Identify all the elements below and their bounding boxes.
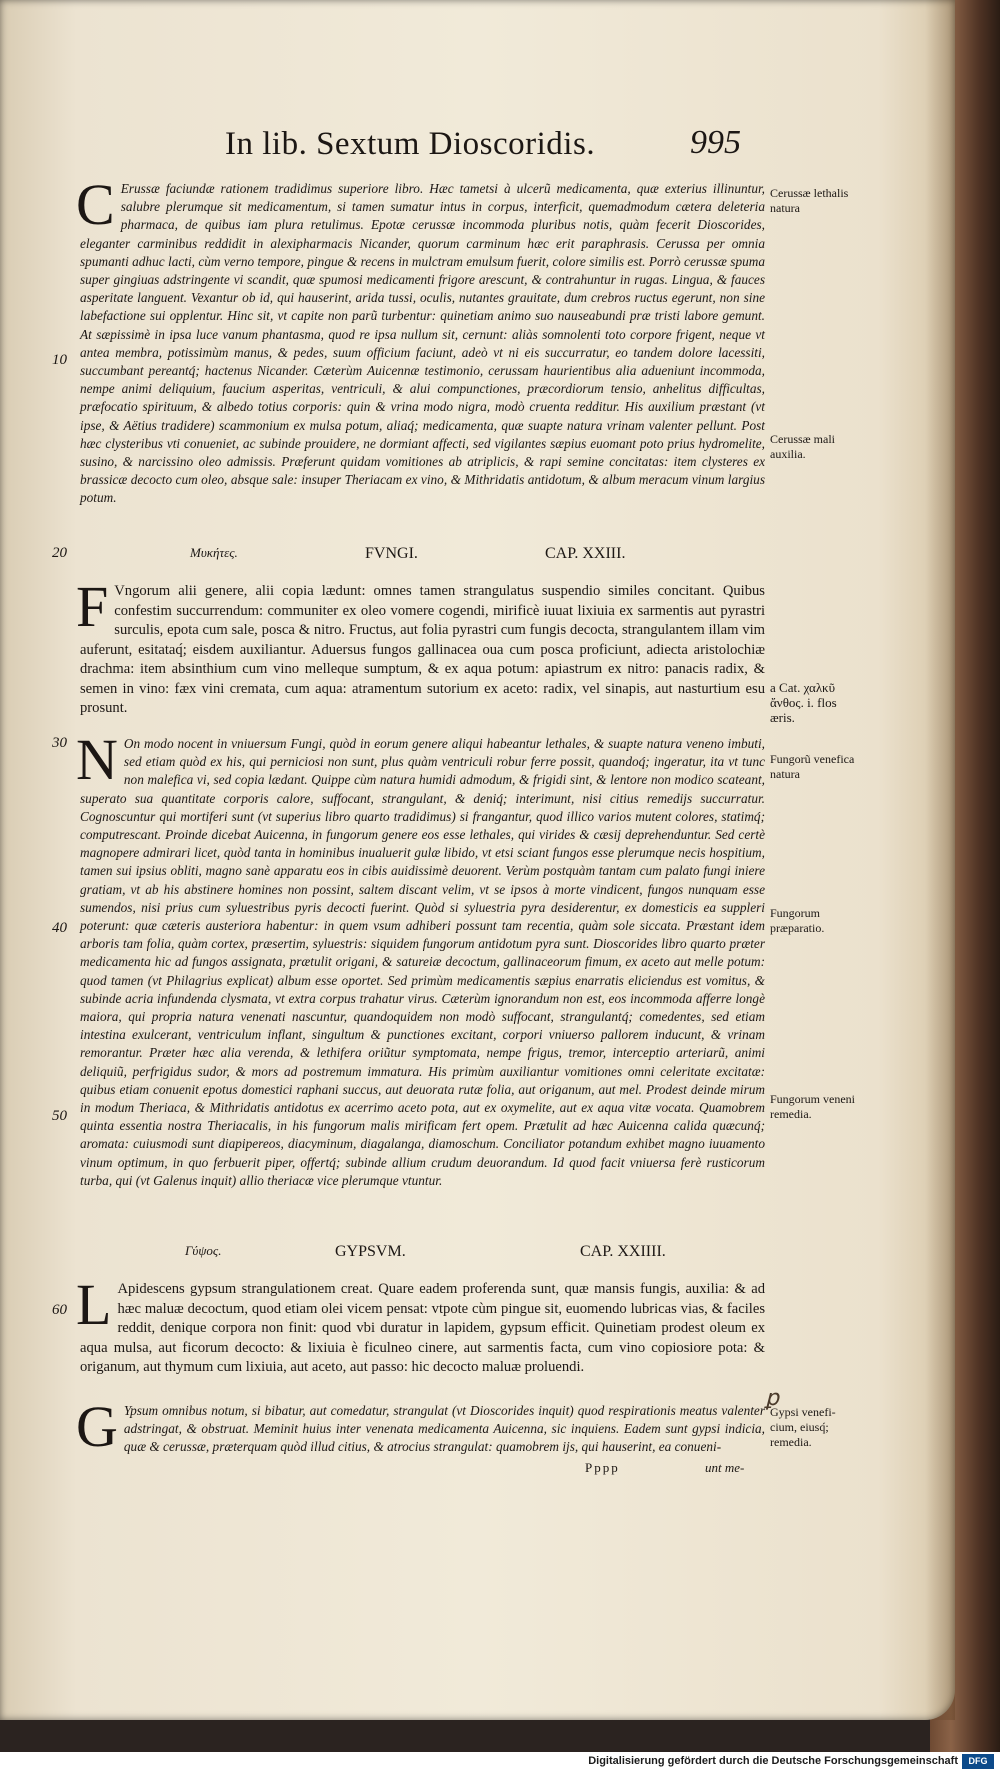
line-number: 30 [52,735,67,751]
margin-note: Fungorum veneni remedia. [770,1092,855,1121]
footer-credit: Digitalisierung gefördert durch die Deutsche Forschungsgemeinschaft [588,1755,958,1767]
line-number: 20 [52,545,67,561]
drop-capital: L [76,1272,112,1337]
printer-signature: Pppp [585,1460,620,1475]
running-head: In lib. Sextum Dioscoridis. [225,126,596,162]
margin-note: Cerussæ lethalis natura [770,186,849,215]
drop-capital: N [76,727,118,792]
line-number: 50 [52,1108,67,1124]
paragraph-text: Ypsum omnibus notum, si bibatur, aut comedatur, strangulat (vt Dioscorides inquit) quod respirationis meatus valenter adstringat, & obstruat. Meminit huius inter venenata medicamenta Auicenna, sic inquiens. Eadem sunt gypsi indicia, quæ & cerussæ, præterquam quòd illud citius, & atrocius strangulat: quamobrem ijs, qui hauserint, ea conueni- [123,1403,765,1455]
gypsum-commentary [76,1394,765,1459]
line-number: 10 [52,352,67,368]
chapter-number: CAP. XXIII. [545,545,626,562]
drop-capital: F [76,574,109,639]
page-edge-shade [925,0,955,1720]
greek-title: Μυκήτες. [190,545,238,560]
greek-title: Γύψος. [185,1243,222,1258]
gypsum-paragraph [76,1272,765,1398]
margin-note: Cerussæ mali auxilia. [770,432,835,461]
page-number: 995 [690,124,741,161]
paragraph-text: Apidescens gypsum strangulationem creat. Quare eadem proferenda sunt, quæ mansis fungis, auxilia: & ad hæc maluæ decoctum, quod etiam olei vicem pensat: vtpote cùm pingue sit, euomendo lubricas vias, & faciles reddit, denique corpora non finit: quod vbi duratur in lapidem, gypsum efficit. Quinetiam prodest oleum ex aqua mulsa, aut ficorum decocto: & lixiuia è ficulneo cinere, aut sarmentis facta, cum vino copiosiore pota: & origanum, aut thymum cum lixiuia, aut aceto, aut passo: hic decocto maluæ proluendi. [80,1281,765,1375]
fungi-paragraph [76,574,765,720]
cerussa-paragraph [76,172,765,525]
drop-capital: G [76,1394,118,1459]
line-number: 60 [52,1302,67,1318]
margin-note: Fungorũ venefica natura [770,752,855,781]
digitization-footer [0,1752,1000,1772]
margin-note: a Cat. χαλκῦ ἄνθος. i. flos æris. [770,680,837,725]
chapter-title: FVNGI. [365,545,418,562]
paragraph-text: Erussæ faciundæ rationem tradidimus superiore libro. Hæc tametsi à ulcerũ medicamenta, quæ exterius illinuntur, salubre plerumque sit medicamentum, si tamen sumatur intus in corpus, interficit, quemadmodum cætera deleteria pharmaca, de quibus iam plura retulimus. Epotæ cerussæ incommoda pluribus notis, quàm fecerit Dioscorides, eleganter carminibus reddidit in alexipharmacis Nicander, quorum carminum hæc erit paraphrasis. Cerussa per omnia spumanti adhuc lacti, cùm verno tempore, pingue & recens in mulctram emulsum fuerit, colore similis est. Porrò cerussæ spuma super gingiuas adstringente vi scandit, quæ spumosi medicamenti frigore arescunt, & contrahuntur in rugas. Lingua, & fauces asperitate languent. Vexantur ob id, qui hauserint, arida tussi, oculis, nutantes grauitate, dum crebros ructus egerunt, non sine labefactione sui opplentur. Hinc sit, vt capite non parũ turbentur: quinetiam animo suo nauseabundi præ tristi labore gemunt. At sæpissimè in ipsa luce vanum phantasma, quod re ipsa nullum sit, cernunt: aliàs somnolenti toto corpore frigent, neque vt antea membra, potissimùm manus, & pedes, suum officium faciunt, adeò vt ni eis succurratur, eo tandem dolore lacessiti, succumbant pereantq́; hactenus Nicander. Cæterùm Auicennæ testimonio, cerussam haurientibus alia adueniunt incommoda, nempe animi deliquium, faucium asperitas, ventriculi, & alui compunctiones, præcordiorum tensio, anhelitus difficultas, præfocatio spirituum, & albedo totius corporis: quin & vrina modo nigra, modò cruenta redditur. His auxilium præstant (vt ipse, & Aëtius tradidere) scammonium ex mulsa potum, aliaq́; medicamenta, quæ suapte natura vrinam valenter pellunt. Post hæc clysteribus vti conueniet, ac subinde prouidere, ne dormiant affecti, sed vigilantes sæpius euomant poto prius hydromelite, susino, & narcissino oleo admissis. Præferunt quidam vomitiones ab atriplicis, & rapi semine concitatas: item clysteres ex brassicæ decocto cum oleo, absque sale: insuper Theriacam ex vino, & Mithridatis antidotum, & album meracum vinum largius potum. [80,181,765,506]
drop-capital: C [76,172,115,237]
line-number: 40 [52,920,67,936]
dfg-logo: DFG [962,1754,994,1769]
chapter-number: CAP. XXIIII. [580,1243,666,1260]
chapter-title: GYPSVM. [335,1243,406,1260]
fungi-commentary [76,727,765,1225]
paragraph-text: Vngorum alii genere, alii copia lædunt: omnes tamen strangulatus suspendio similes concitant. Quibus confestim succurrendum: communiter ex oleo vomere cogendi, mirificè iuuat lixiuia ex sarmentis aut pyrastri surculis, epota cum sale, posca & nitro. Fructus, aut folia pyrastri cum fungis decocta, strangulantem illam vim auferunt, esitataq́; eisdem auxiliantur. Aduersus fungos gallinacea oua cum posca proficiunt, adiecta aristolochiæ drachma: item absinthium cum vino melleque sumptum, & ex aqua potum: apiastrum ex nitro: panacis radix, & semen in vino: fæx vini cremata, cum aqua: atramentum sutorium ex aceto: radix, vel sinapis, aut nasturtium esu prosunt. [80,583,765,716]
handwritten-mark: ꝑ [765,1385,779,1410]
catchword: unt me- [705,1460,745,1475]
margin-note: Fungorum præparatio. [770,906,825,935]
paragraph-text: On modo nocent in vniuersum Fungi, quòd in eorum genere aliqui habeantur lethales, & suapte natura veneno imbuti, sed etiam quòd ex his, qui perniciosi non sunt, plus quàm ventriculi robur ferre possit, quandoq́; ingeratur, ita vt tunc non malefica vi, sed copia lædant. Quippe cùm natura humidi admodum, & frigidi sint, & lentore non modico scateant, superato sua quantitate corporis calore, suffocant, strangulant, & deniq́; interimunt, nisi citius remedijs succurratur. Cognoscuntur qui mortiferi sunt (vt superius libro quarto tradidimus) si frangantur, quod illico varios mutent colores, statimq́; computrescant. Proinde dicebat Auicenna, in fungorum genere eos esse lethales, qui virides & cæsij deprehenduntur. Sed certè magnopere admirari licet, quòd tanta in hominibus inualuerit gulæ libido, vt etsi sciant fungos esse plerumque necis hospitium, tamen sui ipsius obliti, magno sanè apparatu eos in cibis auidissimè deuorent. Verùm postquàm tantam cum palato fungi iniere gratiam, vt ab his abstinere homines non possint, saltem discant velim, vt se ipsos à morte vindicent, fungos nunquam esse sumendos, nisi prius cum syluestribus pyris decocti fuerint. Quòd si syluestria pyra desiderentur, ex domesticis ea suppleri poterunt: quæ cæteris austeriora habentur: in quem vsum adhiberi possunt tam recentia, quàm sole siccata. Præstant idem arboris tam folia, quàm cortex, præsertim, syluestris: siquidem fungorum antidotum pyra sunt. Dioscorides libro quarto præter medicamenta hic ad fungos assignata, prætulit origani, & satureiæ decoctum, gallinaceorum fimum, ex aceto aut melle potum: quod tamen (vt Philagrius explicat) album esse oportet. Sed primùm medicamentis sæpius enarratis eliciendus est vomitus, & subinde acria infundenda clysmata, vt extra corpus trahatur virus. Cæterùm ignorandum non est, eos incommoda afferre longè maiora, qui propria natura venenati nascuntur, quandoquidem non modò suffocant, strangulantq́; comedentes, sed etiam intestina exulcerant, ventriculum inflant, singultum & punctiones excitant, corpori vniuerso pallorem inducunt, & vrinam remorantur. Præter hæc alia verenda, & lethifera oriũtur symptomata, nempe frigus, tremor, interceptio arteriarũ, animi deliquiũ, perfrigidus sudor, & mors ad postremum immatura. His primùm auxiliantur vomitiones omni celeritate excitatæ: quibus etiam conuenit epotus domestici raphani succus, aut deuorata rutæ folia, aut origanum, aut mel. Prodest deinde mirum in modum Theriaca, & Mithridatis antidotus ex acerrimo aceto pota, aut ex oxymelite, aut ex aqua vitæ vocata. Quamobrem quinta essentia nostra Theriacalis, in his fungorum malis mirificam fert opem. Prætulit ad hæc Auicenna calida quæcunq́; aromata: cuiusmodi sunt diapipereos, diacyminum, diagalanga, diamoschum. Conciliator potandum exhibet magno iuuamento vinum optimum, in quo ferbuerit piper, offertq́; subinde allium crudum deuorandum. Id quod facit vniuersa ferè rusticorum turba, qui (vt Galenus inquit) allio theriacæ vice plerumque vtuntur. [80,736,765,1188]
margin-note: Gypsi venefi-cium, eiusq́; remedia. [770,1405,836,1449]
